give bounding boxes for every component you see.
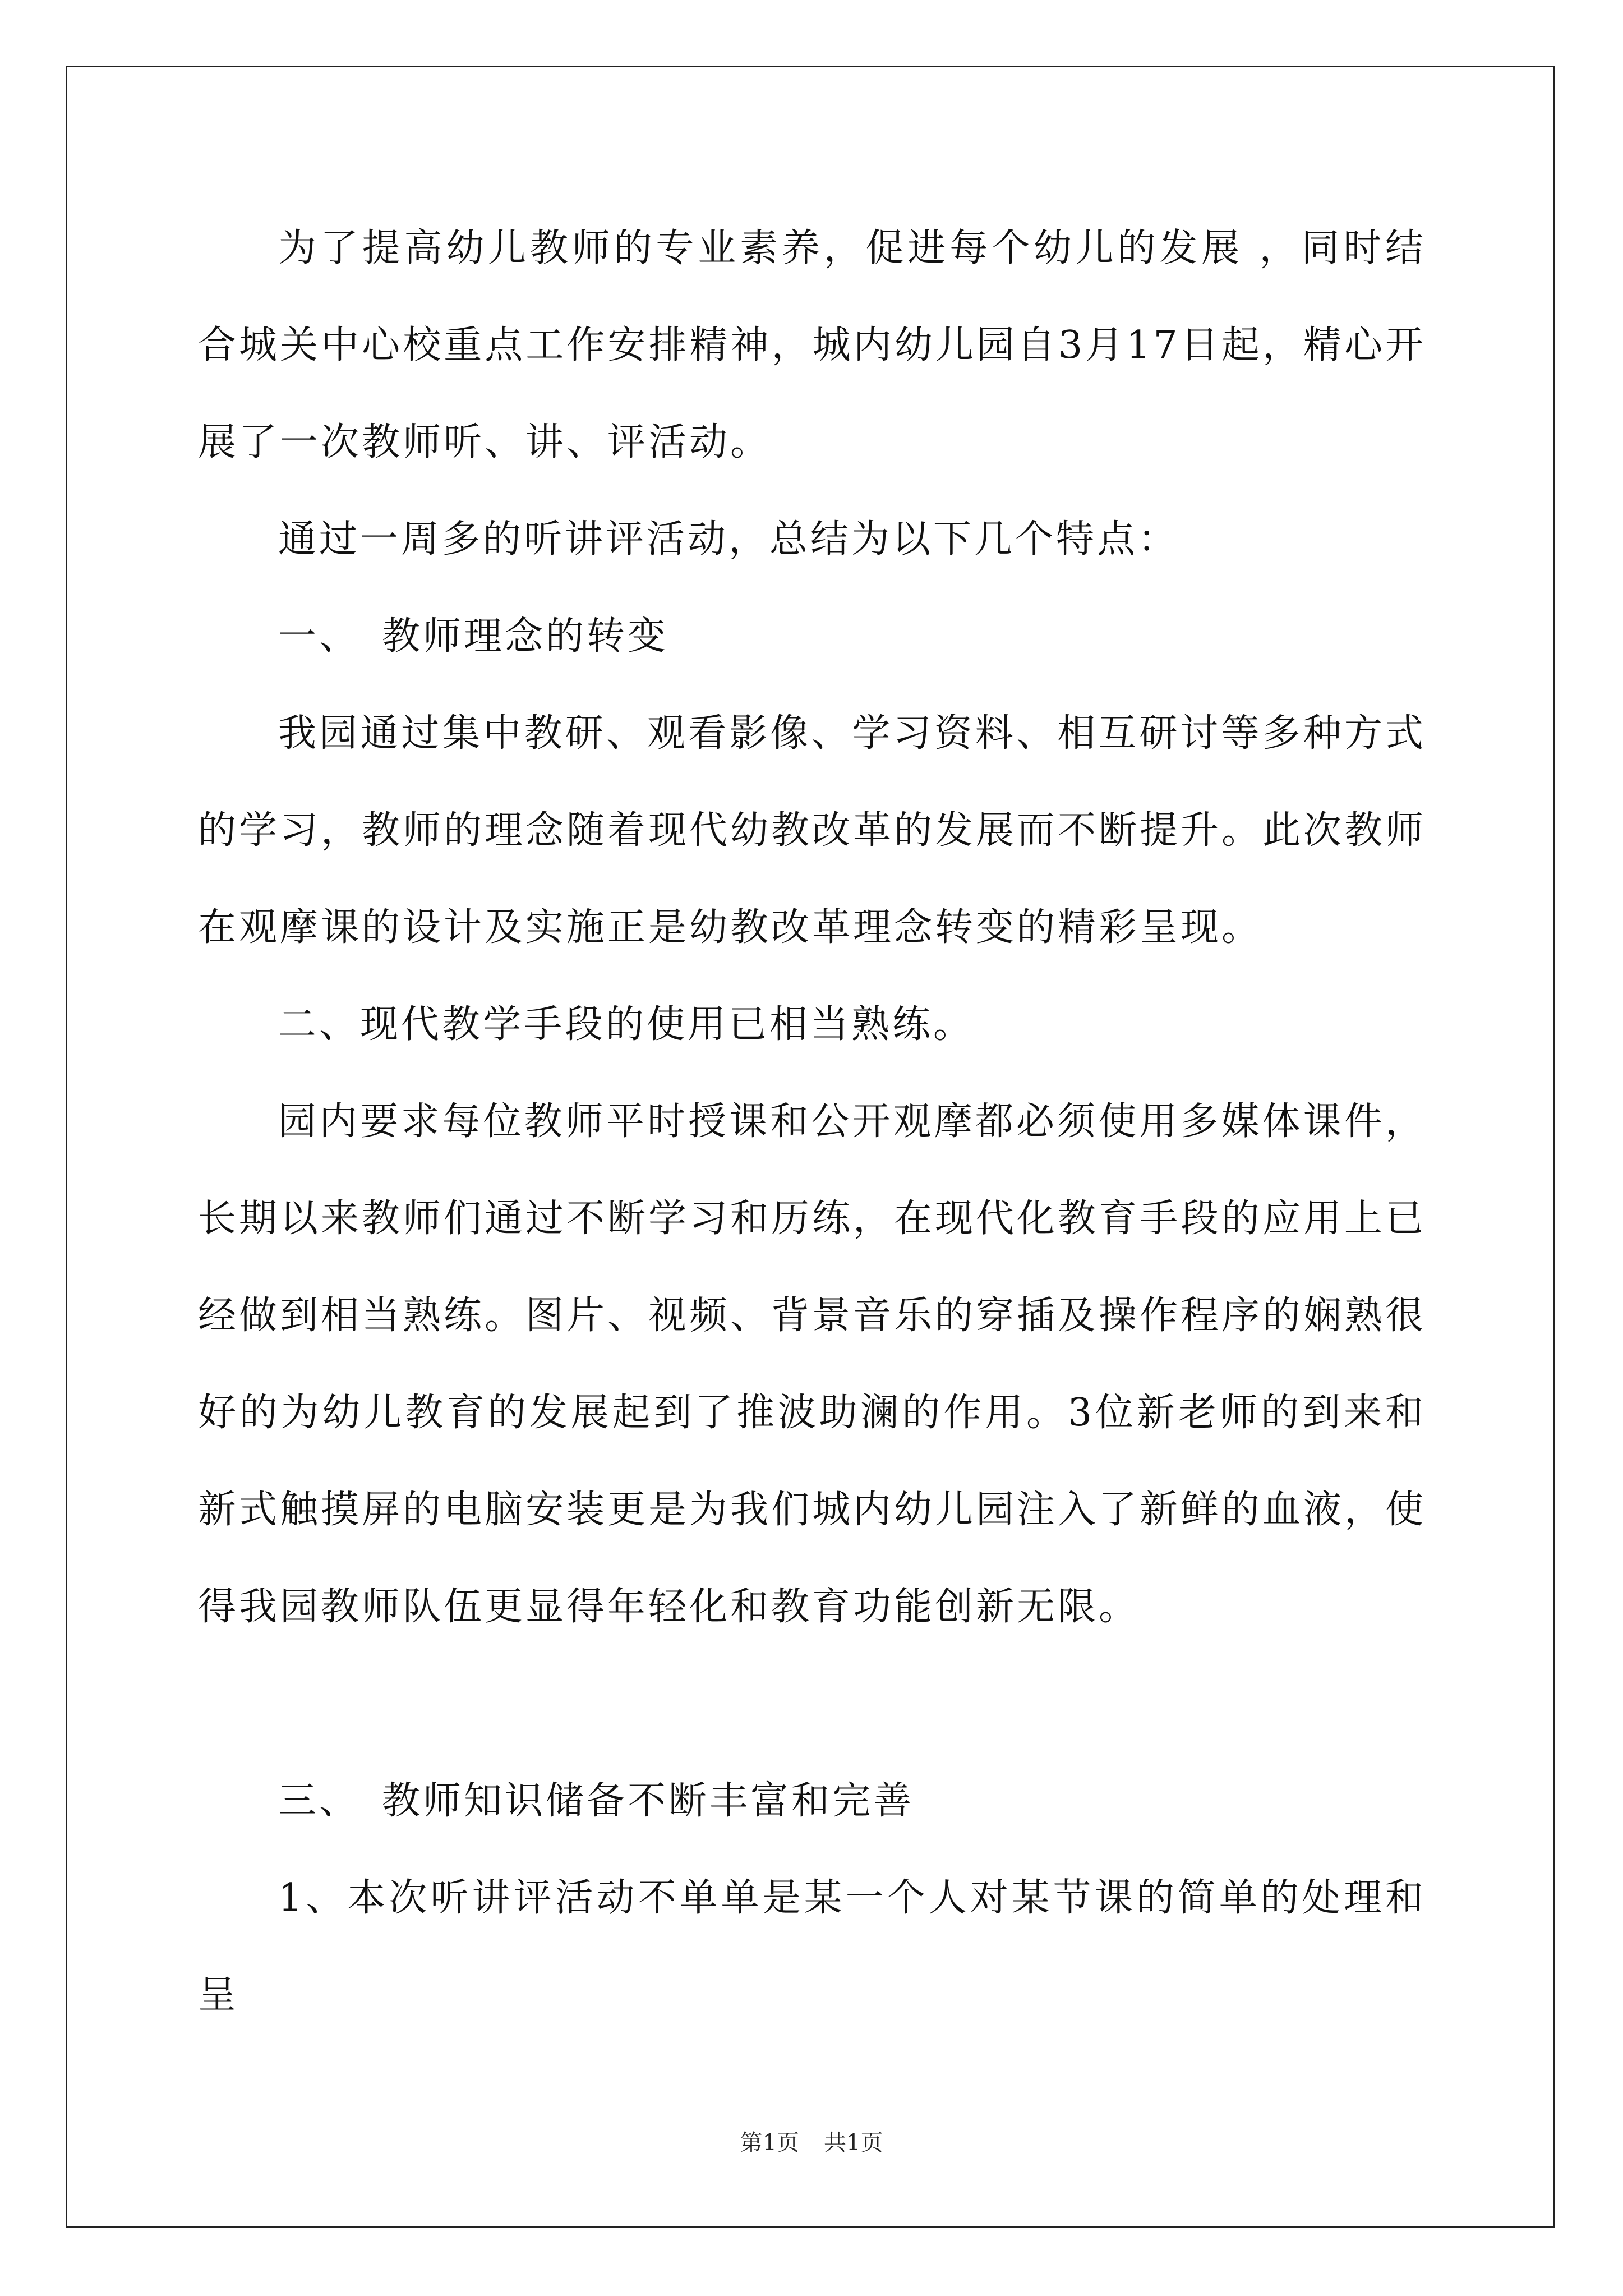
page-footer xyxy=(0,2129,1623,2157)
paragraph-summary-lead: 通过一周多的听讲评活动，总结为以下几个特点： xyxy=(278,517,1179,562)
section-heading-1: 一、 教师理念的转变 xyxy=(278,614,669,659)
paragraph-section-3-item-1: 1、本次听讲评活动不单单是某一个人对某节课的简单的处理和呈 xyxy=(198,1876,1426,2017)
paragraph-section-1: 我园通过集中教研、观看影像、学习资料、相互研讨等多种方式的学习，教师的理念随着现代幼教改革的发展而不断提升。此次教师在观摩课的设计及实施正是幼教改革理念转变的精彩呈现。 xyxy=(198,711,1427,950)
paragraph-intro: 为了提高幼儿教师的专业素养，促进每个幼儿的发展 ，同时结合城关中心校重点工作安排精神，城内幼儿园自3月17日起，精心开展了一次教师听、讲、评活动。 xyxy=(198,226,1426,464)
page-number-total: 共1页 xyxy=(824,2130,883,2156)
section-heading-3: 三、 教师知识储备不断丰富和完善 xyxy=(278,1779,915,1823)
section-heading-2: 二、现代教学手段的使用已相当熟练。 xyxy=(278,1002,975,1047)
page-number-current: 第1页 xyxy=(740,2130,799,2156)
paragraph-section-2: 园内要求每位教师平时授课和公开观摩都必须使用多媒体课件，长期以来教师们通过不断学习和历练，在现代化教育手段的应用上已经做到相当熟练。图片、视频、背景音乐的穿插及操作程序的娴熟很好的为幼儿教育的发展起到了推波助澜的作用。3位新老师的到来和新式触摸屏的电脑安装更是为我们城内幼儿园注入了新鲜的血液，使得我园教师队伍更显得年轻化和教育功能创新无限。 xyxy=(198,1099,1427,1629)
